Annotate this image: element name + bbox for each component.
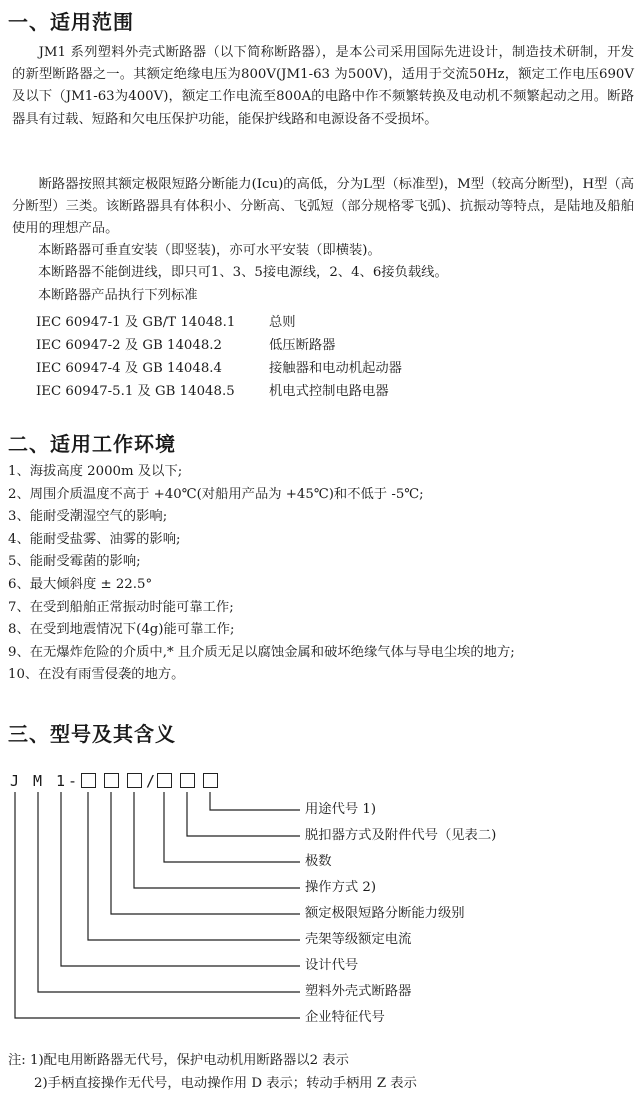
code-label-usage: 用途代号 1) xyxy=(305,802,377,817)
wiring-line: 本断路器不能倒进线，即只可1、3、5接电源线，2、4、6接负载线。 xyxy=(38,265,448,280)
code-label-design: 设计代号 xyxy=(305,958,359,973)
list-item: 3、能耐受潮湿空气的影响; xyxy=(8,509,168,525)
code-label-mccb: 塑料外壳式断路器 xyxy=(305,984,412,999)
list-item: 4、能耐受盐雾、油雾的影响; xyxy=(8,531,181,547)
code-label-operation: 操作方式 2) xyxy=(305,880,377,895)
code-letter-j: J xyxy=(10,772,20,790)
list-item: 8、在受到地震情况下(4g)能可靠工作; xyxy=(8,622,235,638)
list-item: 6、最大倾斜度 ± 22.5° xyxy=(8,576,153,592)
code-dash: - xyxy=(68,772,78,790)
standards-intro-line: 本断路器产品执行下列标准 xyxy=(38,288,198,303)
code-letter-m: M xyxy=(33,772,43,790)
standard-code: IEC 60947-4 及 GB 14048.4 xyxy=(36,361,222,376)
section-3-heading: 三、型号及其含义 xyxy=(8,722,176,746)
standard-code: IEC 60947-5.1 及 GB 14048.5 xyxy=(36,384,235,399)
code-label-poles: 极数 xyxy=(305,854,332,869)
code-digit-1: 1 xyxy=(56,772,66,790)
list-item: 9、在无爆炸危险的介质中,* 且介质无足以腐蚀金属和破坏绝缘气体与导电尘埃的地方; xyxy=(8,644,515,660)
standard-code: IEC 60947-1 及 GB/T 14048.1 xyxy=(36,315,236,330)
code-label-company: 企业特征代号 xyxy=(305,1010,385,1025)
section-1-heading: 一、适用范围 xyxy=(8,10,134,34)
standard-desc: 机电式控制电路电器 xyxy=(269,384,389,399)
classification-paragraph: 断路器按照其额定极限短路分断能力(Icu)的高低，分为L型（标准型)，M型（较高分断型)，H型（高分断型）三类。该断路器具有体积小、分断高、飞弧短（部分规格零飞弧)、抗振动等特点，是陆地及船舶使用的理想产品。 xyxy=(12,177,634,237)
code-label-release: 脱扣器方式及附件代号（见表二) xyxy=(305,828,497,843)
code-connector-lines xyxy=(0,780,310,1020)
list-item: 1、海拔高度 2000m 及以下; xyxy=(8,464,183,479)
list-item: 2、周围介质温度不高于 +40℃(对船用产品为 +45℃)和不低于 -5℃; xyxy=(8,486,424,502)
code-slash: / xyxy=(146,772,156,790)
list-item: 10、在没有雨雪侵袭的地方。 xyxy=(8,667,185,683)
list-item: 5、能耐受霉菌的影响; xyxy=(8,554,141,570)
code-label-breaking-capacity: 额定极限短路分断能力级别 xyxy=(305,906,465,921)
intro-paragraph: JM1 系列塑料外壳式断路器（以下简称断路器），是本公司采用国际先进设计，制造技术研制，开发的新型断路器之一。其额定绝缘电压为800V(JM1-63 为500V)，适用于交流50Hz，额定工作电压690V及以下（JM1-63为400V)，额定工作电流至800A的电路中作不频繁转换及电动机不频繁起动之用。断路器具有过载、短路和欠电压保护功能，能保护线路和电源设备不受损坏。 xyxy=(12,45,634,127)
install-line: 本断路器可垂直安装（即竖装)，亦可水平安装（即横装)。 xyxy=(38,243,381,258)
note-2: 2)手柄直接操作无代号，电动操作用 D 表示；转动手柄用 Z 表示 xyxy=(34,1076,417,1091)
environment-list xyxy=(8,461,515,687)
standard-desc: 总则 xyxy=(269,315,296,330)
section-2-heading: 二、适用工作环境 xyxy=(8,432,176,456)
code-label-frame-current: 壳架等级额定电流 xyxy=(305,932,412,947)
standard-desc: 低压断路器 xyxy=(269,338,336,353)
note-1: 注: 1)配电用断路器无代号，保护电动机用断路器以2 表示 xyxy=(8,1053,349,1068)
standard-desc: 接触器和电动机起动器 xyxy=(269,361,402,376)
list-item: 7、在受到船舶正常振动时能可靠工作; xyxy=(8,599,234,615)
standard-code: IEC 60947-2 及 GB 14048.2 xyxy=(36,338,222,353)
